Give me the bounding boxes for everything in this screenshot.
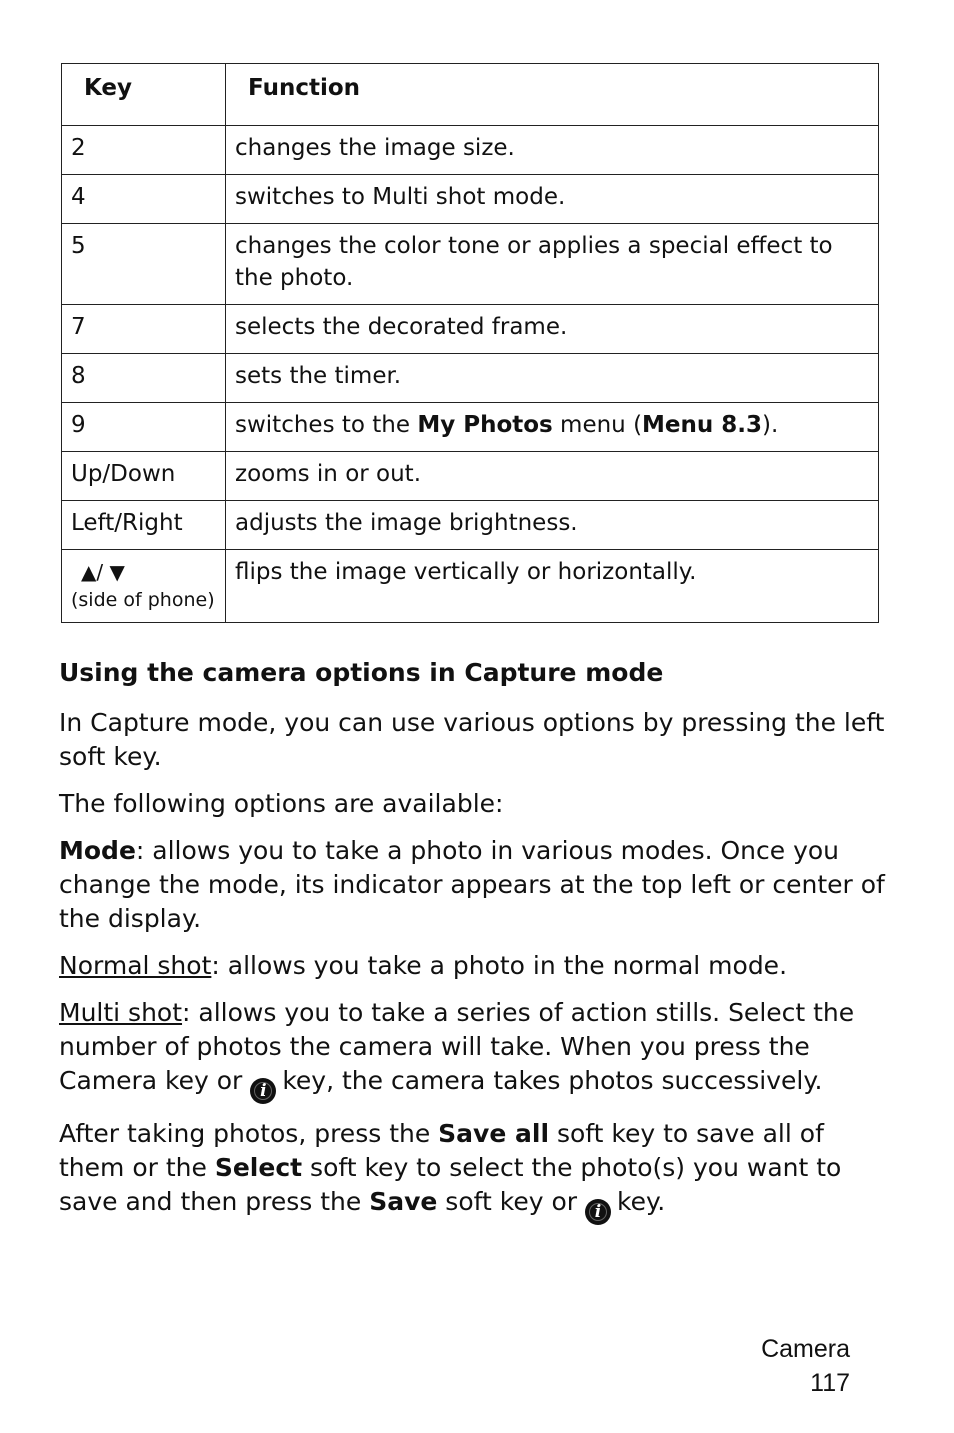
mode-label: Mode	[59, 836, 136, 865]
header-function: Function	[226, 64, 879, 126]
function-cell: changes the image size.	[226, 126, 879, 175]
section-title: Using the camera options in Capture mode	[59, 658, 664, 687]
function-cell: zooms in or out.	[226, 452, 879, 501]
after-text: After taking photos, press the	[59, 1119, 439, 1148]
multi-shot-text-end: key, the camera takes photos successively.	[282, 1066, 823, 1095]
mode-text: : allows you to take a photo in various modes. Once you change the mode, its indicator appears at the top left or center of the display.	[59, 836, 885, 933]
function-cell: switches to Multi shot mode.	[226, 175, 879, 224]
ok-key-icon: i	[250, 1078, 276, 1104]
function-cell: selects the decorated frame.	[226, 305, 879, 354]
page-footer	[761, 1332, 850, 1400]
after-text: soft key to select the photo(s) you want to save and then press the	[59, 1153, 842, 1216]
function-cell: flips the image vertically or horizontally.	[226, 550, 879, 623]
page-number: 117	[810, 1369, 850, 1397]
table-row	[62, 452, 879, 501]
normal-shot-paragraph	[59, 949, 889, 983]
table-row	[62, 501, 879, 550]
key-function-table	[61, 63, 879, 623]
normal-shot-label: Normal shot	[59, 951, 212, 980]
header-key: Key	[62, 64, 226, 126]
table-row	[62, 224, 879, 305]
after-text-end: key.	[617, 1187, 666, 1216]
save-label: Save	[369, 1187, 438, 1216]
key-cell: 4	[62, 175, 226, 224]
table-row	[62, 354, 879, 403]
key-cell: 2	[62, 126, 226, 175]
function-text: menu (	[552, 412, 643, 438]
key-cell: 8	[62, 354, 226, 403]
my-photos-label: My Photos	[417, 412, 553, 438]
table-header-row	[62, 64, 879, 126]
key-cell	[62, 550, 226, 623]
ok-key-icon: i	[585, 1199, 611, 1225]
available-paragraph: The following options are available:	[59, 789, 504, 818]
key-cell: Up/Down	[62, 452, 226, 501]
key-cell: Left/Right	[62, 501, 226, 550]
key-cell: 5	[62, 224, 226, 305]
function-cell: sets the timer.	[226, 354, 879, 403]
multi-shot-label: Multi shot	[59, 998, 183, 1027]
table-row	[62, 550, 879, 623]
footer-section-name: Camera	[761, 1335, 850, 1363]
table-row	[62, 175, 879, 224]
key-note: (side of phone)	[71, 589, 215, 611]
normal-shot-text: : allows you take a photo in the normal mode.	[211, 951, 788, 980]
menu-number-label: Menu 8.3	[642, 412, 763, 438]
function-text: ).	[762, 412, 779, 438]
after-text: soft key or	[437, 1187, 578, 1216]
function-text: switches to the	[235, 412, 418, 438]
table-row	[62, 403, 879, 452]
up-down-arrow-icon: ▲/ ▼	[81, 560, 125, 584]
save-all-label: Save all	[438, 1119, 550, 1148]
capture-options-section	[59, 652, 889, 1238]
function-cell: changes the color tone or applies a special effect to the photo.	[226, 224, 879, 305]
intro-paragraph: In Capture mode, you can use various options by pressing the left soft key.	[59, 708, 885, 771]
after-taking-paragraph	[59, 1117, 889, 1225]
table-row	[62, 305, 879, 354]
after-text: soft key to save all of them or the	[59, 1119, 824, 1182]
function-cell: adjusts the image brightness.	[226, 501, 879, 550]
key-cell: 9	[62, 403, 226, 452]
mode-paragraph	[59, 834, 889, 936]
multi-shot-text: : allows you to take a series of action stills. Select the number of photos the camera will take. When you press the Camera key or	[59, 998, 855, 1095]
function-cell	[226, 403, 879, 452]
select-label: Select	[214, 1153, 303, 1182]
key-cell: 7	[62, 305, 226, 354]
multi-shot-paragraph	[59, 996, 889, 1104]
table-row	[62, 126, 879, 175]
